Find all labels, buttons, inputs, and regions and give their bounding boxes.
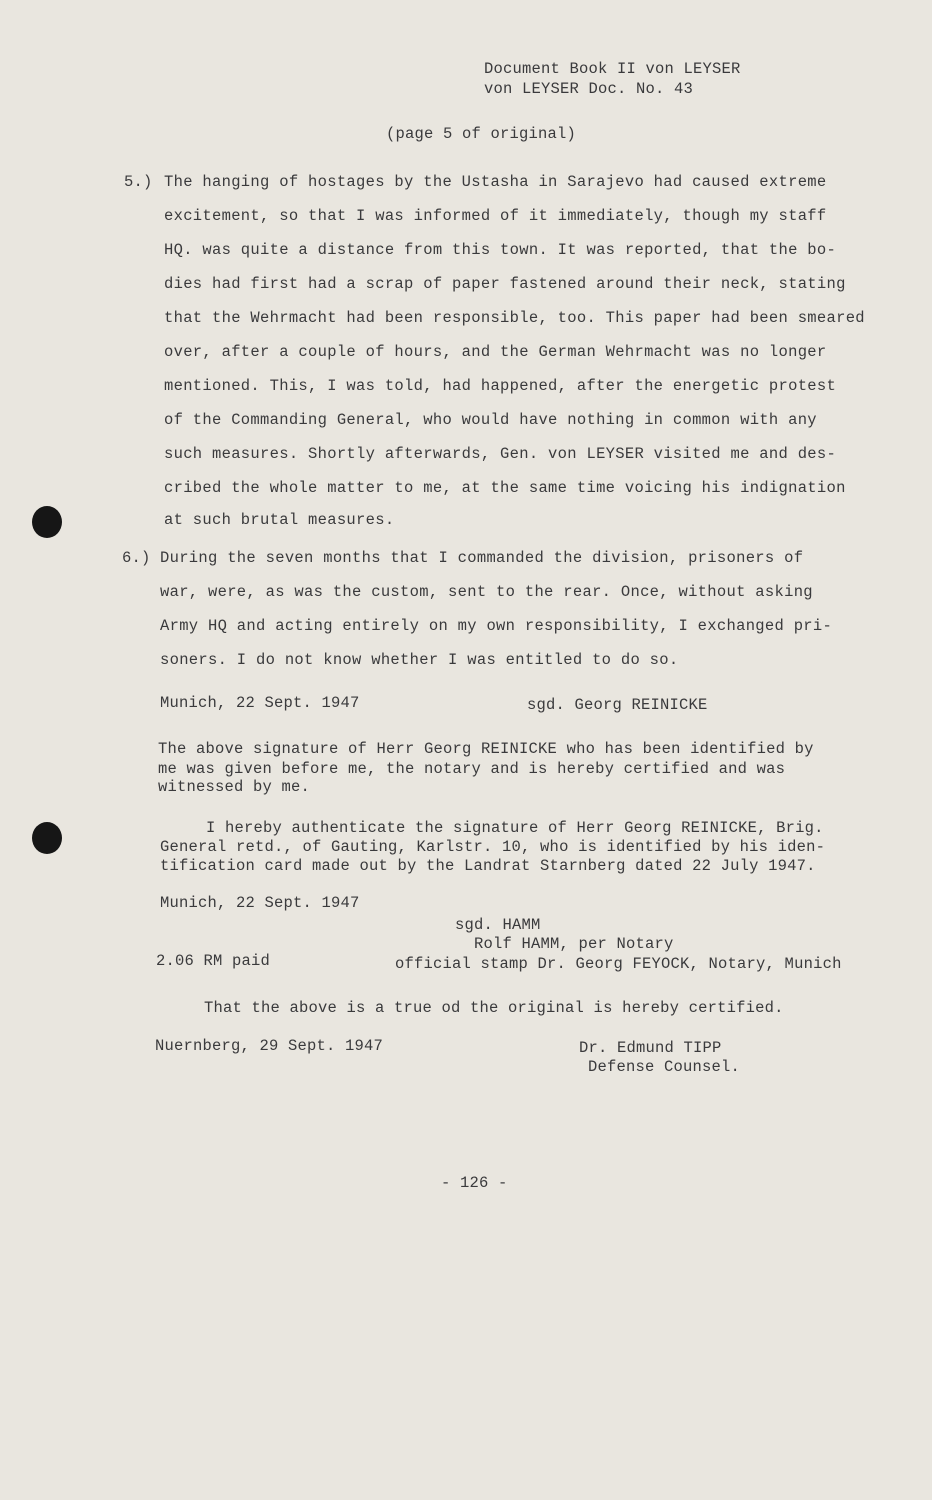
paragraph-line: HQ. was quite a distance from this town. It was reported, that the bo- [164,241,837,259]
page-number: - 126 - [441,1174,508,1192]
paragraph-line: over, after a couple of hours, and the German Wehrmacht was no longer [164,343,827,361]
paragraph-line: The hanging of hostages by the Ustasha in Sarajevo had caused extreme [164,173,827,191]
paragraph-line: dies had first had a scrap of paper fastened around their neck, stating [164,275,846,293]
authentication-line: tification card made out by the Landrat Starnberg dated 22 July 1947. [160,857,816,875]
official-stamp: official stamp Dr. Georg FEYOCK, Notary, Munich [395,955,842,973]
paragraph-line: Army HQ and acting entirely on my own responsibility, I exchanged pri- [160,617,833,635]
notary-line: me was given before me, the notary and is hereby certified and was [158,760,786,778]
notary-name: Rolf HAMM, per Notary [474,935,674,953]
page-of-original: (page 5 of original) [386,125,577,143]
counsel-name: Dr. Edmund TIPP [579,1039,722,1057]
paragraph-line: of the Commanding General, who would have nothing in common with any [164,411,817,429]
certification-text: That the above is a true od the original is hereby certified. [204,999,784,1017]
paragraph-line: excitement, so that I was informed of it immediately, though my staff [164,207,827,225]
item-5-number: 5.) [124,173,153,191]
counsel-title: Defense Counsel. [588,1058,741,1076]
notary-signed: sgd. HAMM [455,916,541,934]
signature-place-date: Munich, 22 Sept. 1947 [160,694,360,712]
punch-hole-top [32,506,62,538]
paragraph-line: such measures. Shortly afterwards, Gen. von LEYSER visited me and des- [164,445,837,463]
doc-book-title: Document Book II von LEYSER [484,60,741,78]
notary-line: The above signature of Herr Georg REINICKE who has been identified by [158,740,814,758]
authentication-line: General retd., of Gauting, Karlstr. 10, who is identified by his iden- [160,838,826,856]
notary-line: witnessed by me. [158,778,311,796]
paragraph-line: that the Wehrmacht had been responsible, too. This paper had been smeared [164,309,865,327]
item-6-number: 6.) [122,549,151,567]
paragraph-line: cribed the whole matter to me, at the same time voicing his indignation [164,479,846,497]
punch-hole-bottom [32,822,62,854]
paragraph-line: at such brutal measures. [164,511,395,529]
paragraph-line: war, were, as was the custom, sent to the rear. Once, without asking [160,583,813,601]
paragraph-line: soners. I do not know whether I was entitled to do so. [160,651,679,669]
paragraph-line: mentioned. This, I was told, had happened, after the energetic protest [164,377,837,395]
signature-signed: sgd. Georg REINICKE [527,696,708,714]
doc-number: von LEYSER Doc. No. 43 [484,80,694,98]
fee-paid: 2.06 RM paid [156,952,271,970]
authentication-line: I hereby authenticate the signature of Herr Georg REINICKE, Brig. [206,819,824,837]
paragraph-line: During the seven months that I commanded the division, prisoners of [160,549,804,567]
notary-place-date: Munich, 22 Sept. 1947 [160,894,360,912]
certification-place-date: Nuernberg, 29 Sept. 1947 [155,1037,384,1055]
